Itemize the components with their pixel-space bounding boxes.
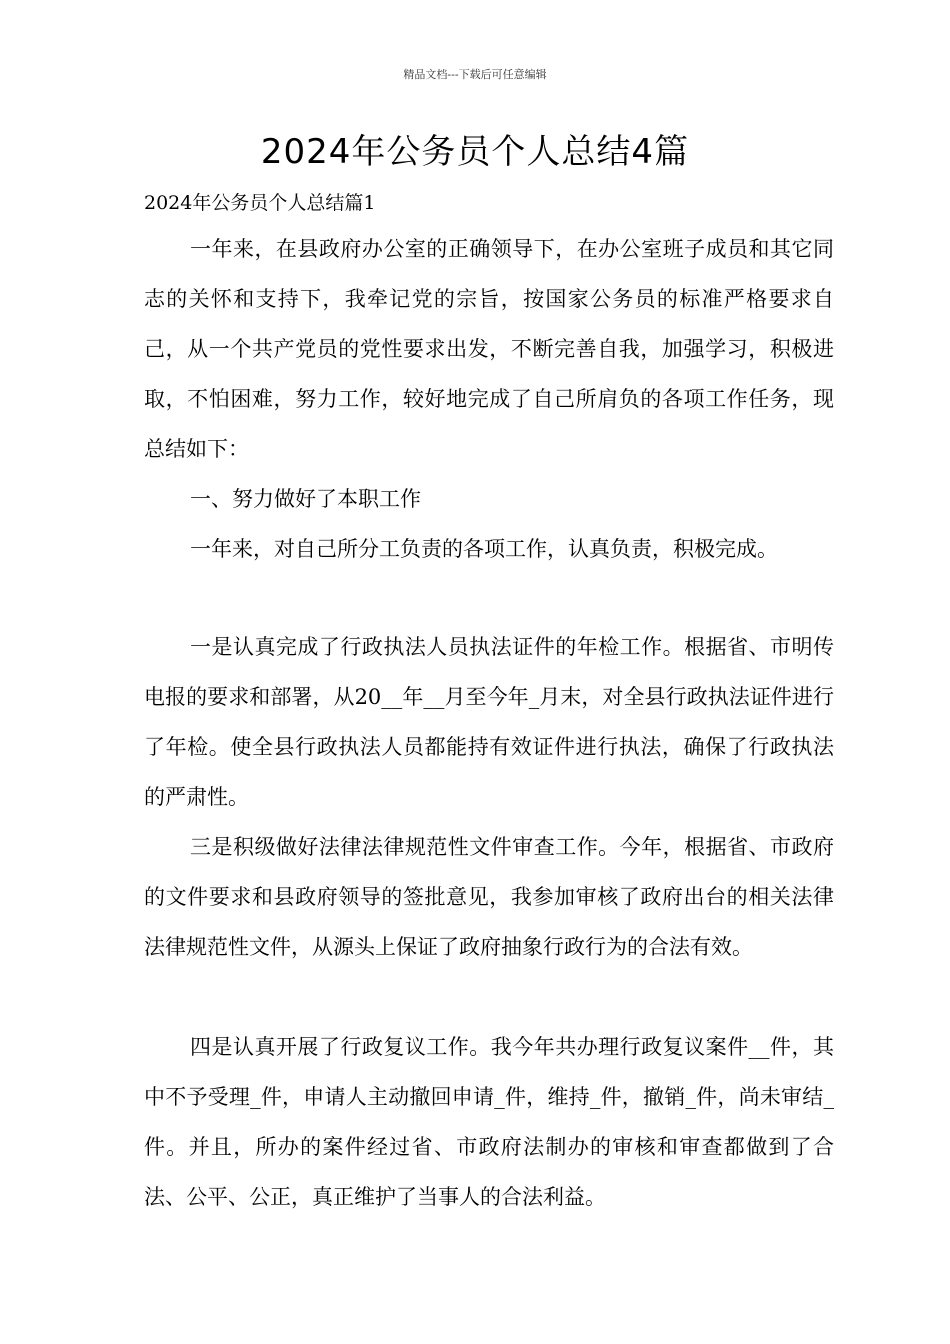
section-subtitle: 2024年公务员个人总结篇1 [144,192,376,214]
paragraph-item-three: 三是积级做好法律法律规范性文件审查工作。今年，根据省、市政府的文件要求和县政府领导的签批意见，我参加审核了政府出台的相关法律法律规范性文件，从源头上保证了政府抽象行政行为的合法有效。 [144,835,834,959]
document-title: 2024年公务员个人总结4篇 [260,132,690,172]
paragraph-item-four: 四是认真开展了行政复议工作。我今年共办理行政复议案件__件，其中不予受理_件，申请人主动撤回申请_件，维持_件，撤销_件，尚未审结_件。并且，所办的案件经过省、市政府法制办的审核和审查都做到了合法、公平、公正，真正维护了当事人的合法利益。 [144,1035,834,1209]
paragraph-heading-one: 一、努力做好了本职工作 [190,487,421,511]
paragraph-summary: 一年来，对自己所分工负责的各项工作，认真负责，积极完成。 [190,537,778,561]
paragraph-item-one: 一是认真完成了行政执法人员执法证件的年检工作。根据省、市明传电报的要求和部署，从20__年__月至今年_月末，对全县行政执法证件进行了年检。使全县行政执法人员都能持有效证件进行执法，确保了行政执法的严肃性。 [144,635,834,809]
paragraph-intro: 一年来，在县政府办公室的正确领导下，在办公室班子成员和其它同志的关怀和支持下，我牵记党的宗旨，按国家公务员的标准严格要求自己，从一个共产党员的党性要求出发，不断完善自我，加强学习，积极进取，不怕困难，努力工作，较好地完成了自己所肩负的各项工作任务，现总结如下： [144,237,834,461]
header-note: 精品文档---下载后可任意编辑 [403,68,547,81]
